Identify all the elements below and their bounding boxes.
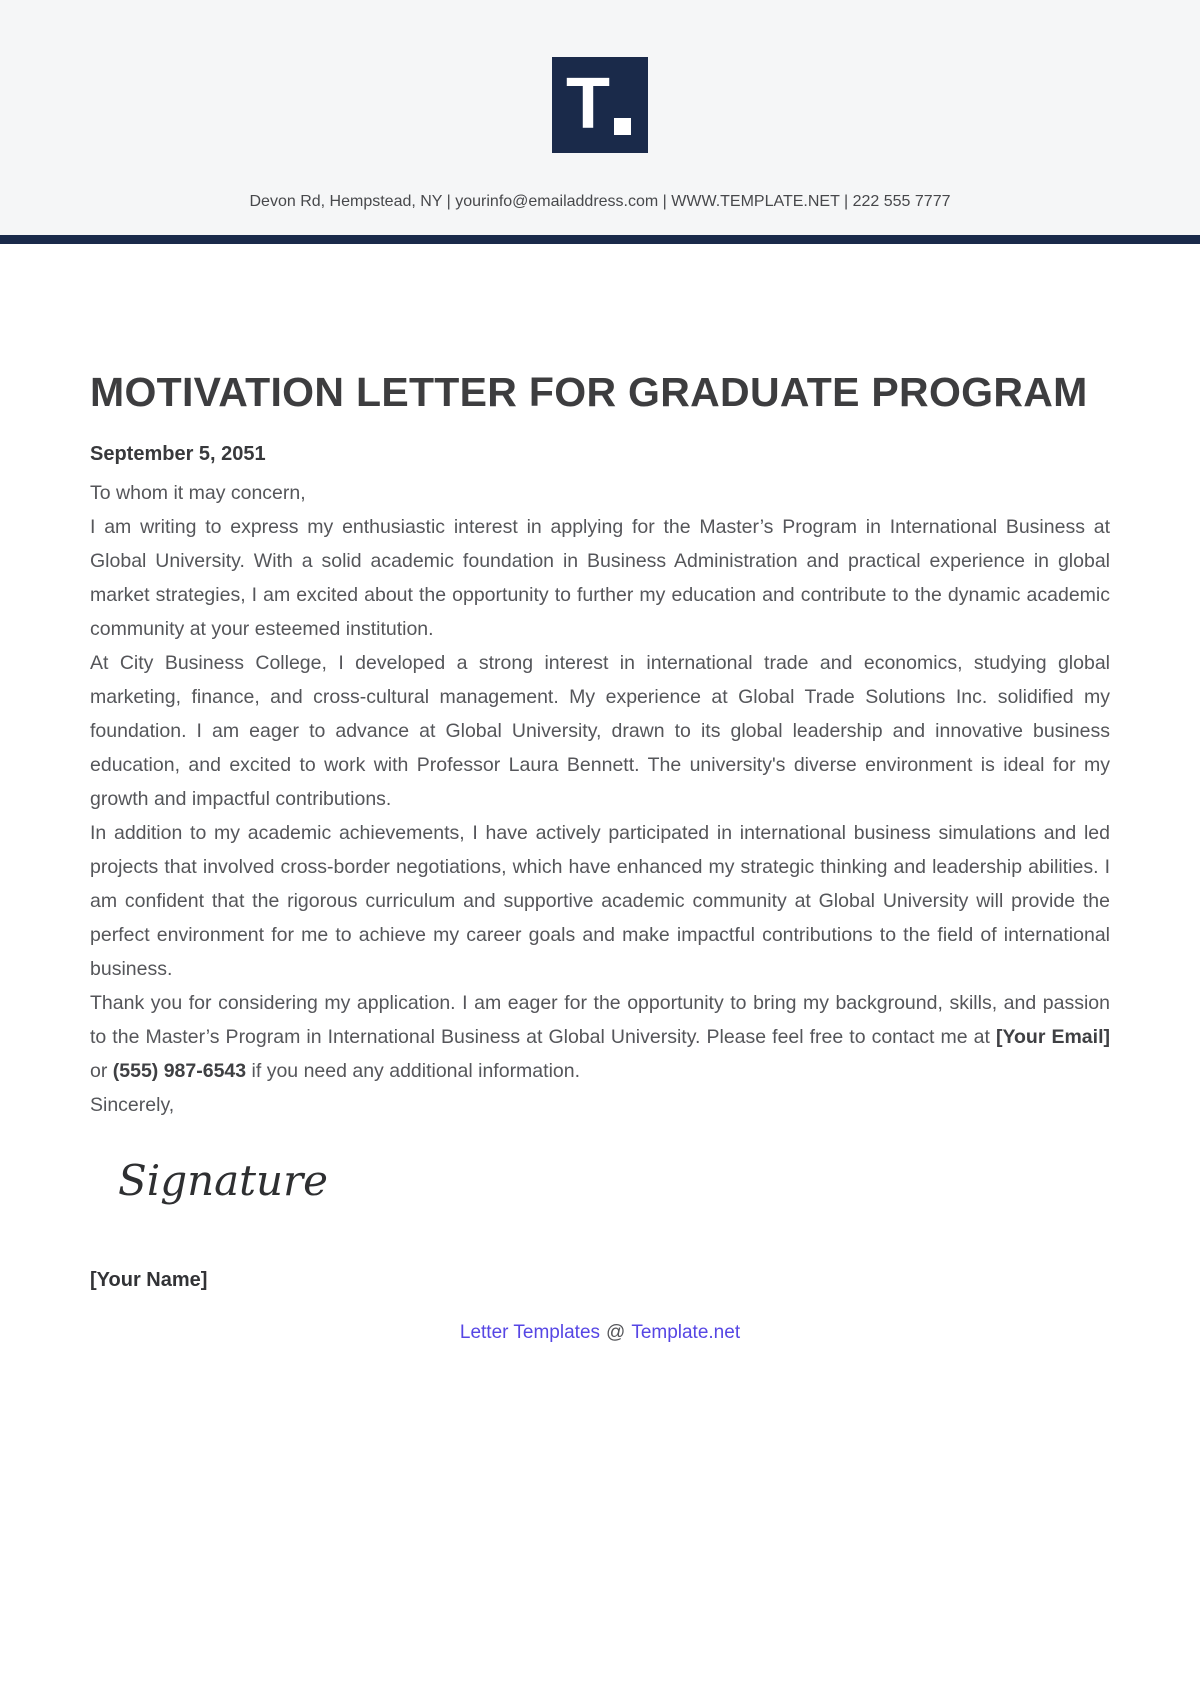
salutation: To whom it may concern, [90,481,306,504]
footer [0,1322,1200,1384]
text: I am writing to express my enthusiastic interest in applying for the Master’s Program in International Business at Global University. With a solid academic foundation in Business Administration and practical experience in global market strategies, I am excited about the opportunity to further my education and contribute to the dynamic academic community at your esteemed institution. [90,515,1110,640]
paragraph [90,510,1110,646]
footer-link-template-net[interactable]: Template.net [631,1321,741,1343]
company-logo [552,57,648,153]
text: In addition to my academic achievements, I have actively participated in international business simulations and led projects that involved cross-border negotiations, which have enhanced my strategic thinking and leadership abilities. I am confident that the rigorous curriculum and supportive academic community at Global University will provide the perfect environment for me to achieve my career goals and make impactful contributions to the field of international business. [90,821,1110,980]
paragraph [90,646,1110,816]
bold-text: (555) 987-6543 [112,1059,247,1082]
paragraph [90,816,1110,986]
name-placeholder: [Your Name] [90,1268,208,1291]
footer-link-letter-templates[interactable]: Letter Templates [459,1321,601,1343]
paragraph [90,986,1110,1088]
bold-text: [Your Email] [995,1025,1110,1048]
page-title: MOTIVATION LETTER FOR GRADUATE PROGRAM [90,369,1088,415]
text: Thank you for considering my application. I am eager for the opportunity to bring my background, skills, and passion to the Master’s Program in International Business at Global University. Please feel free to contact me at [90,991,1110,1048]
signature: Signature [118,1155,329,1205]
letter-content [0,370,1200,1292]
date-line: September 5, 2051 [90,442,266,465]
text: if you need any additional information. [246,1059,581,1082]
text: At City Business College, I developed a strong interest in international trade and economics, studying global marketing, finance, and cross-cultural management. My experience at Global Trade Solutions Inc. solidified my foundation. I am eager to advance at Global University, drawn to its global leadership and innovative business education, and excited to work with Professor Laura Bennett. The university's diverse environment is ideal for my growth and impactful contributions. [90,651,1110,810]
closing-line: Sincerely, [90,1093,175,1116]
letter-body [90,476,1110,1088]
footer-separator: @ [606,1321,626,1343]
logo-letter: T [566,64,610,144]
text: or [90,1059,113,1082]
logo-dot-icon [614,118,631,135]
contact-line: Devon Rd, Hempstead, NY | yourinfo@emailaddress.com | WWW.TEMPLATE.NET | 222 555 7777 [249,193,951,210]
letterhead [0,0,1200,235]
divider-bar [0,235,1200,244]
